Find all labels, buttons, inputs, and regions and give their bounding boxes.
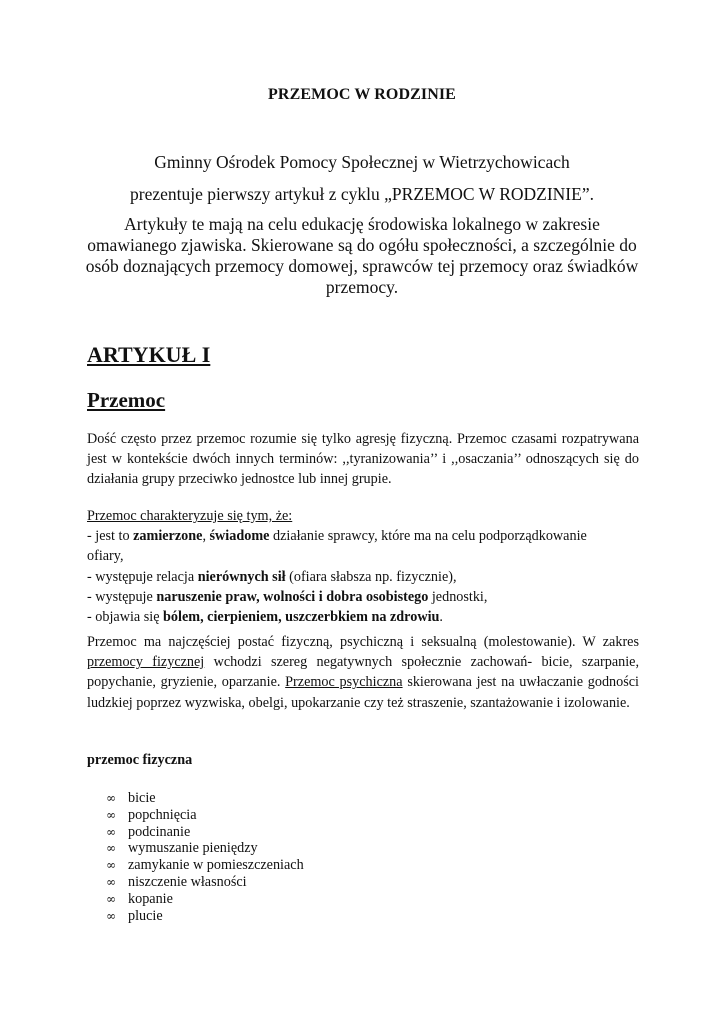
feature-4-prefix: - objawia się: [87, 609, 164, 626]
feature-item-4: [87, 607, 639, 627]
list-item: [106, 891, 304, 908]
list-item: [106, 857, 304, 874]
list-item-text: wymuszanie pieniędzy: [128, 840, 258, 857]
physical-violence-list: [106, 790, 304, 924]
feature-2-prefix: - występuje relacja: [87, 568, 198, 585]
paragraph-forms-part-3: skierowana jest na uwłaczanie godności ludzkiej poprzez wyzwiska, obelgi, upokarzanie czy też straszenie, szantażowanie i izolowanie.: [87, 674, 639, 711]
features-lead: Przemoc charakteryzuje się tym, że:: [87, 508, 293, 524]
feature-1-suffix: działanie sprawcy, które ma na celu podporządkowanie: [269, 528, 587, 545]
paragraph-forms-part-1: Przemoc ma najczęściej postać fizyczną, psychiczną i seksualną (molestowanie). W zakres: [87, 634, 639, 650]
infinity-bullet-icon: ∞: [106, 891, 116, 906]
paragraph-forms-part-2: wchodzi szereg negatywnych społecznie zachowań- bicie, szarpanie, popychanie, gryzienie, oparzanie.: [87, 654, 639, 691]
physical-violence-underlined: przemocy fizycznej: [87, 654, 205, 671]
feature-2-suffix: (ofiara słabsza np. fizycznie),: [285, 568, 457, 585]
list-item-text: zamykanie w pomieszczeniach: [128, 857, 304, 874]
list-item: [106, 824, 304, 841]
feature-item-1-continuation: ofiary,: [87, 548, 124, 565]
list-item: [106, 790, 304, 807]
feature-2-bold: nierównych sił: [197, 568, 286, 585]
article-heading: ARTYKUŁ I: [87, 342, 211, 367]
list-item-text: podcinanie: [128, 823, 191, 840]
infinity-bullet-icon: ∞: [106, 908, 116, 923]
intro-organization-line: Gminny Ośrodek Pomocy Społecznej w Wietrzychowicach: [154, 152, 570, 172]
feature-1-separator: ,: [202, 528, 210, 545]
infinity-bullet-icon: ∞: [106, 874, 116, 889]
list-item: [106, 807, 304, 824]
physical-violence-heading: przemoc fizyczna: [87, 752, 193, 768]
infinity-bullet-icon: ∞: [106, 858, 116, 873]
psychological-violence-underlined: Przemoc psychiczna: [285, 674, 403, 691]
feature-item-3: [87, 587, 639, 607]
list-item: [106, 908, 304, 925]
list-item: [106, 874, 304, 891]
feature-item-1: [87, 526, 639, 546]
feature-1-prefix: - jest to: [87, 528, 134, 545]
intro-presentation-line: prezentuje pierwszy artykuł z cyklu „PRZEMOC W RODZINIE”.: [130, 184, 594, 204]
feature-3-bold: naruszenie praw, wolności i dobra osobistego: [156, 588, 429, 605]
feature-1-bold-intentional: zamierzone: [133, 528, 203, 545]
list-item-text: kopanie: [128, 890, 173, 907]
list-item-text: niszczenie własności: [128, 873, 247, 890]
feature-3-suffix: jednostki,: [428, 588, 488, 605]
paragraph-definition: Dość często przez przemoc rozumie się tylko agresję fizyczną. Przemoc czasami rozpatrywana jest w kontekście dwóch innych terminów: ,,tyranizowania’’ i ,,osaczania’’ odnoszących się do działania grupy przeciwko jednostce lub innej grupie.: [87, 431, 639, 488]
feature-4-bold: bólem, cierpieniem, uszczerbkiem na zdrowiu: [163, 609, 440, 626]
list-item: [106, 840, 304, 857]
list-item-text: plucie: [128, 907, 163, 924]
document-title: PRZEMOC W RODZINIE: [268, 86, 456, 103]
paragraph-forms: [87, 632, 639, 713]
features-block: [87, 506, 639, 627]
feature-1-bold-conscious: świadome: [209, 528, 270, 545]
infinity-bullet-icon: ∞: [106, 791, 116, 805]
feature-item-2: [87, 567, 639, 587]
section-heading: Przemoc: [87, 388, 166, 412]
feature-3-prefix: - występuje: [87, 588, 157, 605]
list-item-text: bicie: [128, 790, 156, 806]
infinity-bullet-icon: ∞: [106, 824, 116, 839]
list-item-text: popchnięcia: [128, 806, 197, 823]
infinity-bullet-icon: ∞: [106, 841, 116, 856]
feature-4-suffix: .: [439, 609, 443, 626]
intro-paragraph: Artykuły te mają na celu edukację środowiska lokalnego w zakresie omawianego zjawiska. Skierowane są do ogółu społeczności, a szczególnie do osób doznających przemocy domowej, sprawców tej przemocy oraz świadków przemocy.: [85, 214, 639, 297]
infinity-bullet-icon: ∞: [106, 807, 116, 822]
